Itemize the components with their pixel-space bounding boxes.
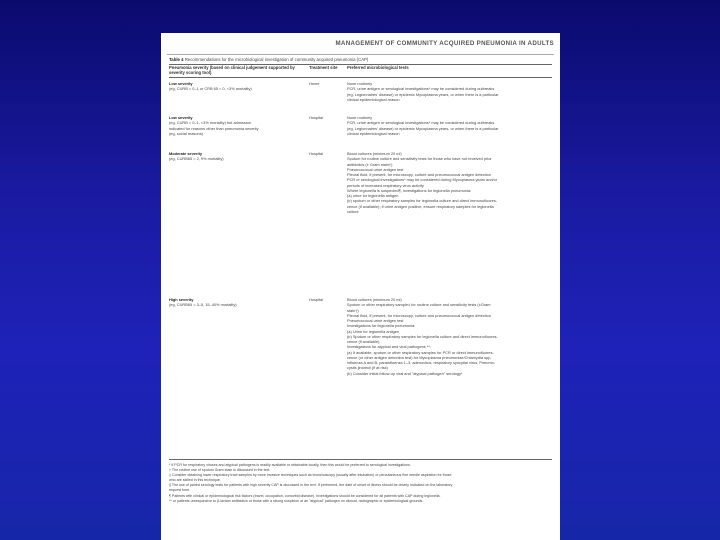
- column-header-severity: Pneumonia severity (based on clinical judgement supported by severity scoring tool): [169, 65, 295, 76]
- running-head: MANAGEMENT OF COMMUNITY ACQUIRED PNEUMONIA IN ADULTS: [335, 40, 554, 47]
- test-line: Investigations for legionella pneumonia:: [347, 323, 416, 329]
- test-line: Sputum or other respiratory sample‡ for routine culture and sensitivity tests (±Gram: [347, 302, 491, 308]
- severity-cell: [169, 151, 309, 162]
- test-line: None routinely: [347, 81, 373, 86]
- table-caption: [169, 57, 368, 62]
- test-line: (b) sputum or other respiratory samples for legionella culture and direct immunofluores-: [347, 198, 498, 204]
- tests-cell: [347, 115, 552, 136]
- table-label: Table 4: [169, 57, 184, 62]
- severity-cell: [169, 81, 309, 92]
- test-line: (b) Consider initial follow-up viral and "atypical pathogen" serology*: [347, 370, 463, 376]
- tests-cell: [347, 81, 552, 102]
- site-cell: Hospital: [309, 151, 324, 156]
- table-caption-text: Recommendations for the microbiological investigation of community acquired pneumonia (CAP): [184, 57, 369, 62]
- test-line: (eg, Legionnaires' disease) or epidemic Mycoplasma years, or when there is a particular: [347, 125, 499, 131]
- test-line: Pleural fluid, if present, for microscopy, culture and pneumococcal antigen detection: [347, 172, 491, 177]
- test-line: periods of increased respiratory virus activity: [347, 182, 424, 188]
- severity-detail: (eg, CURB65 = 2, 9% mortality): [169, 156, 224, 162]
- footnote: ‡ Consider obtaining lower respiratory tract samples by more invasive techniques such as bronchoscopy (usually after intubation) or percutaneous fine needle aspiration for those: [169, 473, 452, 478]
- test-line: Pneumococcal urine antigen test: [347, 318, 404, 323]
- test-line: cystis jirovecii (if at risk): [347, 365, 388, 371]
- site-cell: Home: [309, 81, 320, 86]
- severity-title: High severity: [169, 297, 194, 302]
- severity-detail: (eg, CURB65 = 3–5, 15–40% mortality): [169, 302, 237, 308]
- site-cell: Hospital: [309, 297, 324, 302]
- test-line: culture: [347, 208, 359, 214]
- footnotes: [169, 463, 552, 504]
- test-line: influenza A and B, parainfluenza 1–3, adenovirus, respiratory syncytial virus, Pneumo-: [347, 360, 496, 365]
- test-line: clinical epidemiological reason: [347, 96, 400, 102]
- test-line: (a) urine for legionella antigen: [347, 193, 399, 198]
- severity-cell: [169, 115, 309, 136]
- test-line: cence (or other antigen detection test) for Mycoplasma pneumoniae/Chlamydia spp,: [347, 354, 492, 360]
- test-line: (a) Urine for legionella antigen: [347, 328, 400, 334]
- document-page: [161, 33, 560, 540]
- footnote: § The use of paired serology tests for patients with high severity CAP is discussed in the text. If performed, the date of onset of illness should be clearly indicated on the laboratory: [169, 483, 453, 488]
- test-line: Investigations for atypical and viral pathogens **:: [347, 344, 431, 350]
- test-line: Where legionella is suspected¶, investigations for legionella pneumonia:: [347, 187, 472, 193]
- test-line: cence (if available): [347, 339, 380, 344]
- test-line: PCR, urine antigen or serological investigations* may be considered during outbreaks: [347, 120, 495, 126]
- footnote: ¶ Patients with clinical or epidemiological risk factors (travel, occupation, comorbid disease). Investigations should be considered for all patients with CAP during legionella.: [169, 493, 441, 498]
- severity-title: Low severity: [169, 115, 193, 120]
- test-line: clinical epidemiological reason: [347, 130, 400, 136]
- severity-cell: [169, 297, 309, 308]
- test-line: Pneumococcal urine antigen test: [347, 166, 404, 172]
- test-line: None routinely: [347, 115, 373, 120]
- severity-detail: (eg, social reasons): [169, 130, 203, 136]
- test-line: Pleural fluid, if present, for microscopy, culture and pneumococcal antigen detection: [347, 312, 491, 318]
- footnote: who are skilled in this technique.: [169, 478, 221, 483]
- severity-title: Moderate severity: [169, 151, 203, 156]
- test-line: Blood cultures (minimum 20 ml): [347, 297, 402, 302]
- tests-cell: [347, 297, 552, 376]
- test-line: PCR or serological investigations* may be considered during Mycoplasma years and/or: [347, 177, 498, 183]
- header-rule: [167, 54, 554, 55]
- test-line: (eg, Legionnaires' disease) or epidemic Mycoplasma years, or when there is a particular: [347, 91, 499, 97]
- test-line: PCR, urine antigen or serological investigations* may be considered during outbreaks: [347, 86, 495, 92]
- test-line: (a) If available, sputum or other respiratory samples for PCR or direct immunofluores-: [347, 349, 494, 355]
- test-line: antibiotics (± Gram stain†): [347, 161, 393, 167]
- severity-detail: (eg, CURB = 0–1 or CRB 65 = 0, <3% mortality): [169, 86, 252, 92]
- footnote: request form.: [169, 488, 191, 493]
- test-line: Sputum for routine culture and sensitivity tests for those who have not received prior: [347, 156, 492, 162]
- footnote: † The routine use of sputum Gram stain is discussed in the text.: [169, 468, 271, 473]
- test-line: Blood cultures (minimum 20 ml): [347, 151, 402, 156]
- test-line: (b) Sputum or other respiratory samples for legionella culture and direct immunofluores-: [347, 333, 498, 339]
- severity-title: Low severity: [169, 81, 193, 86]
- test-line: stain†): [347, 307, 359, 313]
- site-cell: Hospital: [309, 115, 324, 120]
- footnote: * If PCR for respiratory viruses and atypical pathogens is readily available or obtainable locally, then this would be preferred to serological investigations.: [169, 463, 411, 467]
- footnote: ** or patients unresponsive to β-lactam antibiotics or those with a strong suspicion of an "atypical" pathogen on clinical, radiographic or epidemiological grounds.: [169, 498, 424, 503]
- severity-detail: indicated for reasons other than pneumonia severity: [169, 125, 259, 131]
- table-bottom-rule: [169, 459, 552, 460]
- column-header-site: Treatment site: [309, 65, 338, 70]
- column-header-tests: Preferred microbiological tests: [347, 65, 409, 70]
- table-header-rule: [169, 77, 552, 78]
- test-line: cence (if available); if urine antigen positive, ensure respiratory samples for legionella: [347, 203, 494, 209]
- severity-detail: (eg, CURB = 0–1, <3% mortality) but admission: [169, 120, 251, 126]
- tests-cell: [347, 151, 552, 214]
